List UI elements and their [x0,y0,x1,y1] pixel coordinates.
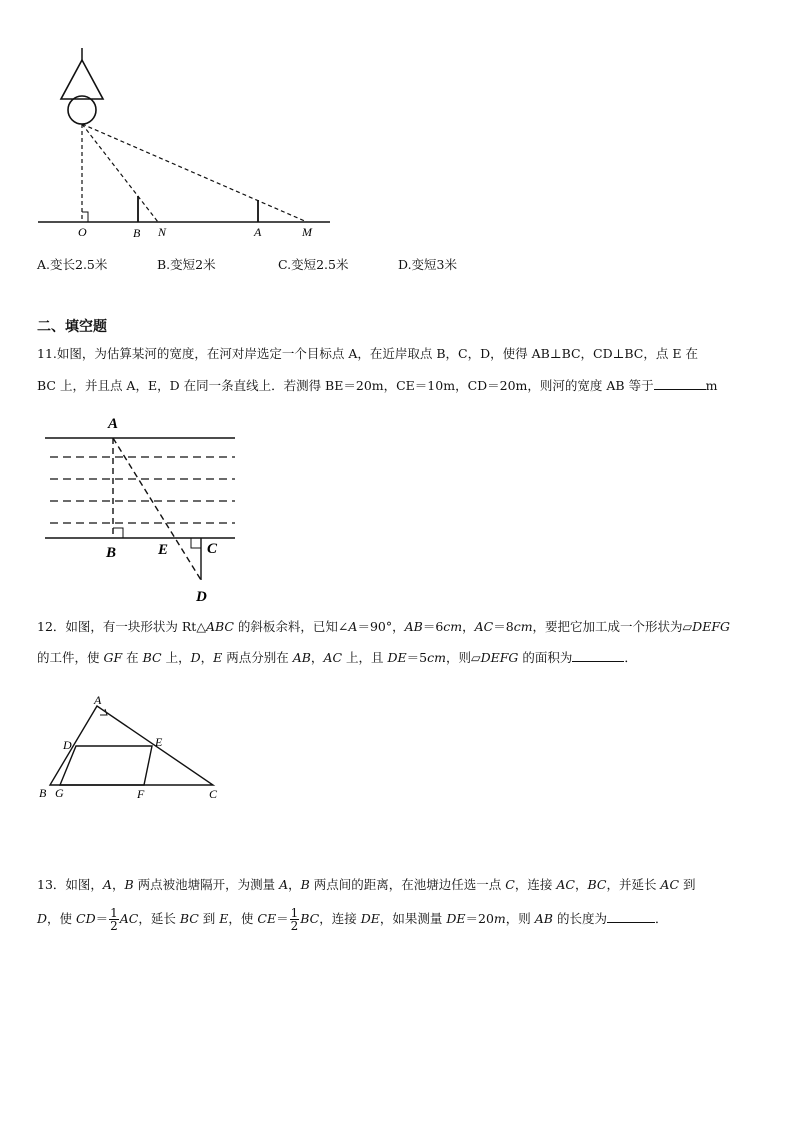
q11-unit: m [705,378,718,393]
q12-l2-m: 上，且 [342,650,388,665]
right-angle-mark [82,212,88,222]
q12-l2-j: AB [292,650,311,665]
q12-l1-i: ， [462,619,475,634]
q13-line2 [37,906,667,932]
q11-line1: 11.如图，为估算某河的宽度，在河对岸选定一个目标点 A，在近岸取点 B，C，D，使得 AB⊥BC，CD⊥BC，点 E 在 [37,346,698,361]
q13-l1-a: 13．如图， [37,877,103,892]
q12-l2-i: 两点分别在 [222,650,293,665]
q13-l2-i: E [219,911,229,926]
river-figure [40,412,240,607]
q13-l2-q: DE [446,911,466,926]
q12-l2-g: ， [200,650,214,665]
q12-l2-o: ＝5 [406,650,428,665]
q12-l2-a: 的工件，使 [37,650,104,665]
q13-l1-d: B [124,877,134,892]
q13-l2-r: ＝20 [465,911,494,926]
q12-l1-e: ＝90°， [357,619,405,634]
q12-l2-p: cm [427,650,446,665]
q13-l2-n: ，连接 [319,911,361,926]
label-n: N [158,225,167,239]
q12-l2-h: E [213,650,223,665]
q11-line2 [37,377,717,395]
q12-answer-blank [572,649,624,662]
q13-l1-m: ， [574,877,588,892]
option-a: A.变长2.5米 [37,257,108,272]
river-svg [40,412,240,607]
q12-l2-r: DEFG [480,650,519,665]
q13-l2-j: ，使 [228,911,258,926]
q13-l1-o: ，并延长 [606,877,661,892]
q13-l2-l: ＝ [276,911,289,926]
lamp-shade [61,60,103,99]
label-c: C [209,787,218,801]
q13-l2-b: ，使 [47,911,77,926]
lamp-shadow-figure [30,40,340,240]
fraction-denominator: 2 [110,919,118,933]
q13-l2-k: CE [257,911,277,926]
fraction-one-half-2 [290,907,300,932]
q12-l1-k: ＝8 [493,619,514,634]
option-b: B.变短2米 [157,257,216,272]
q13-l2-f: ，延长 [138,911,180,926]
fraction-numerator-2: 1 [290,906,299,920]
right-angle-b [113,528,123,538]
q12-l2-l: AC [323,650,343,665]
parallelogram-defg [60,746,152,785]
triangle-svg [35,692,225,807]
triangle-figure [35,692,225,807]
segment-ad [113,438,201,580]
q13-l1-k: ，连接 [514,877,557,892]
q13-l1-l: AC [556,877,575,892]
q13-l2-s: m [493,911,506,926]
option-c: C.变短2.5米 [278,257,349,272]
q13-line1 [37,876,696,894]
label-b: B [39,786,47,800]
label-g: G [55,786,64,800]
q12-l2-c: 在 [122,650,143,665]
q13-l1-e: 两点被池塘隔开，为测量 [133,877,280,892]
light-ray-to-m [82,124,307,222]
lamp-shadow-svg [30,40,340,240]
fraction-numerator: 1 [110,906,118,920]
q12-l1-f: AB [404,619,423,634]
q12-l1-g: ＝6 [422,619,444,634]
q12-l2-e: 上， [161,650,191,665]
label-o: O [78,225,87,239]
q12-l2-f: D [190,650,201,665]
label-b: B [133,226,141,240]
q12-l1-m: ，要把它加工成一个形状为▱ [532,619,693,634]
q13-l2-h: 到 [198,911,220,926]
q12-l1-c: 的斜板余料，已知∠ [233,619,349,634]
q13-l2-a: D [37,911,48,926]
q12-line1 [37,618,730,636]
label-d: D [196,589,207,605]
q12-l2-b: GF [103,650,123,665]
fraction-one-half [109,907,119,932]
q11-line2-text: BC 上，并且点 A，E，D 在同一条直线上．若测得 BE＝20m，CE＝10m，CD＝20m，则河的宽度 AB 等于 [37,378,654,393]
q13-l2-w: ． [654,911,668,926]
q11-answer-blank [654,377,706,390]
label-a: A [94,693,102,707]
label-e: E [155,735,163,749]
q13-l2-c: CD [76,911,96,926]
label-b: B [106,545,117,561]
q12-l1-n: DEFG [692,619,730,634]
q13-l2-v: 的长度为 [552,911,607,926]
q13-l1-q: 到 [679,877,696,892]
q12-l1-d: A [348,619,358,634]
section-heading: 二、填空题 [37,319,107,335]
q12-l2-k: ， [310,650,324,665]
q13-l2-d: ＝ [95,911,109,926]
q12-l1-b: ABC [205,619,234,634]
q13-l2-m: BC [300,911,320,926]
light-ray-to-n [82,124,158,222]
q13-l1-j: C [505,877,515,892]
q13-l2-g: BC [179,911,199,926]
q13-l1-p: AC [660,877,680,892]
q13-l2-p: ，如果测量 [379,911,447,926]
q13-l1-c: ， [111,877,125,892]
q12-l2-t: ． [624,650,637,665]
fraction-denominator-2: 2 [290,919,299,933]
q13-l1-g: ， [288,877,301,892]
label-d: D [63,738,72,752]
label-m: M [302,225,312,239]
q13-answer-blank [607,910,655,923]
q13-l1-i: 两点间的距离，在池塘边任选一点 [309,877,506,892]
label-e: E [158,542,169,558]
q13-l2-e: AC [119,911,139,926]
q13-l1-b: A [102,877,112,892]
q13-l2-o: DE [360,911,380,926]
q12-l1-a: 12．如图，有一块形状为 Rt△ [37,619,206,634]
q12-l2-n: DE [387,650,407,665]
right-angle-c [191,538,201,548]
q13-l1-f: A [279,877,289,892]
label-c: C [207,541,218,557]
q13-l2-t: ，则 [505,911,535,926]
q13-l1-n: BC [587,877,607,892]
lamp-bulb [68,96,96,124]
q13-l2-u: AB [534,911,553,926]
q13-l1-h: B [300,877,310,892]
q12-l2-s: 的面积为 [518,650,573,665]
q12-l1-h: cm [443,619,463,634]
label-a: A [254,225,262,239]
q12-l2-d: BC [142,650,162,665]
label-a: A [108,416,119,432]
label-f: F [137,787,145,801]
q12-l1-j: AC [474,619,494,634]
option-d: D.变短3米 [398,257,458,272]
q12-line2 [37,649,637,667]
q12-l1-l: cm [513,619,533,634]
q12-l2-q: ，则▱ [445,650,481,665]
